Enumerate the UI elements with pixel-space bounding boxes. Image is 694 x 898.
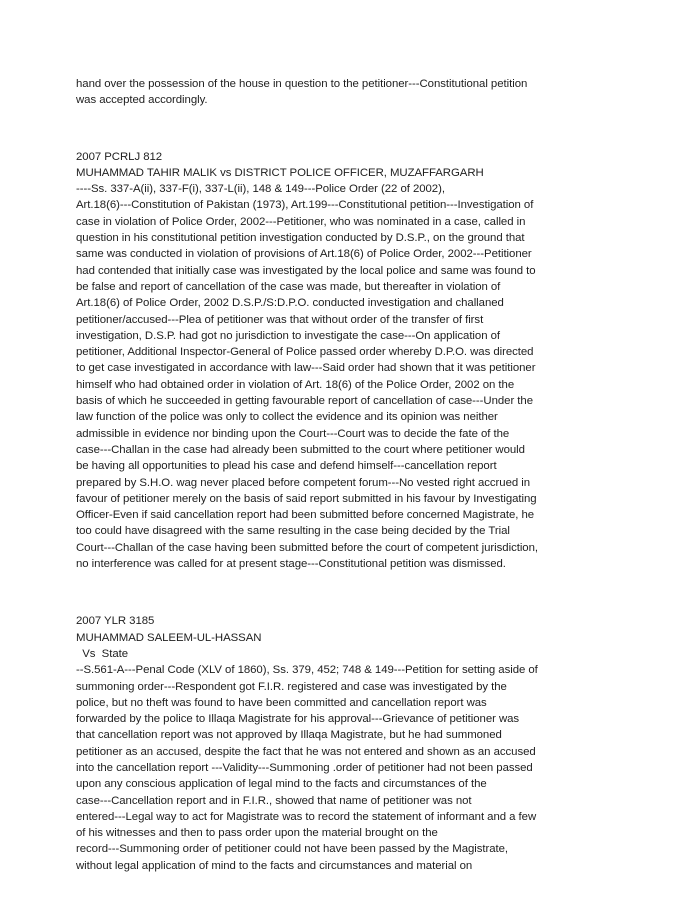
text-line: summoning order---Respondent got F.I.R. registered and case was investigated by the [76,680,507,693]
text-line: --S.561-A---Penal Code (XLV of 1860), Ss. 379, 452; 748 & 149---Petition for setting aside of [76,664,538,677]
text-line: be false and report of cancellation of the case was made, but thereafter in violation of [76,280,501,293]
text-line: Court---Challan of the case having been submitted before the court of competent jurisdiction, [76,541,538,554]
case-entry-pcrlj-812 [76,149,566,573]
text-line: forwarded by the police to Illaqa Magistrate for his approval---Grievance of petitioner was [76,713,520,726]
text-line: to get case investigated in accordance with law---Said order had shown that it was petitioner [76,362,536,375]
text-line: petitioner, Additional Inspector-General of Police passed order whereby D.P.O. was directed [76,346,534,359]
text-line: admissible in evidence nor binding upon the Court---Court was to decide the fate of the [76,427,510,440]
text-line: ----Ss. 337-A(ii), 337-F(i), 337-L(ii), 148 & 149---Police Order (22 of 2002), [76,183,445,196]
case-parties: MUHAMMAD SALEEM-UL-HASSAN [76,631,262,644]
text-line: petitioner/accused---Plea of petitioner was that without order of the transfer of first [76,313,484,326]
case-versus: Vs State [76,647,128,660]
text-line: of his witnesses and then to pass order upon the material brought on the [76,827,438,840]
text-line: too could have disagreed with the same resulting in the case being decided by the Trial [76,525,510,538]
case-citation: 2007 YLR 3185 [76,615,155,628]
case-citation: 2007 PCRLJ 812 [76,150,163,163]
text-line: record---Summoning order of petitioner could not have been passed by the Magistrate, [76,843,509,856]
text-line: had contended that initially case was investigated by the local police and same was found to [76,264,536,277]
case-headnote [76,181,566,572]
text-line: without legal application of mind to the facts and circumstances and material on [76,859,473,872]
text-line: Officer-Even if said cancellation report had been submitted before concerned Magistrate, he [76,509,535,522]
text-line: be having all opportunities to plead his case and defend himself---cancellation report [76,460,497,473]
case-entry-ylr-3185 [76,613,566,874]
text-line: law function of the police was only to collect the evidence and its opinion was neither [76,411,498,424]
text-line: question in his constitutional petition investigation conducted by D.S.P., on the ground that [76,232,525,245]
text-line: hand over the possession of the house in question to the petitioner---Constitutional petition [76,78,528,90]
case-parties: MUHAMMAD TAHIR MALIK vs DISTRICT POLICE OFFICER, MUZAFFARGARH [76,166,484,179]
text-line: upon any conscious application of legal mind to the facts and circumstances of the [76,778,487,791]
text-line: case---Cancellation report and in F.I.R., showed that name of petitioner was not [76,794,472,807]
text-line: case---Challan in the case had already been submitted to the court where petitioner would [76,443,525,456]
text-line: same was conducted in violation of provisions of Art.18(6) of Police Order, 2002---Petitioner [76,248,532,261]
text-line: police, but no theft was found to have been committed and cancellation report was [76,696,487,709]
text-line: petitioner as an accused, despite the fact that he was not entered and shown as an accused [76,745,536,758]
text-line: favour of petitioner merely on the basis of said report submitted in his favour by Investigating [76,492,537,505]
text-line: that cancellation report was not approved by Illaqa Magistrate, but he had summoned [76,729,502,742]
text-line: no interference was called for at present stage---Constitutional petition was dismissed. [76,558,506,571]
text-line: entered---Legal way to act for Magistrate was to record the statement of informant and a few [76,810,537,823]
text-line: case in violation of Police Order, 2002---Petitioner, who was nominated in a case, called in [76,215,526,228]
case-headnote [76,662,566,874]
text-line: into the cancellation report ---Validity---Summoning .order of petitioner had not been passed [76,761,533,774]
text-line: himself who had obtained order in violation of Art. 18(6) of the Police Order, 2002 on the [76,378,515,391]
text-line: investigation, D.S.P. had got no jurisdiction to investigate the case---On application of [76,329,501,342]
text-line: basis of which he succeeded in getting favourable report of cancellation of case---Under the [76,395,533,408]
text-line: prepared by S.H.O. wag never placed before competent forum---No vested right accrued in [76,476,531,489]
text-line: Art.18(6) of Police Order, 2002 D.S.P./S:D.P.O. conducted investigation and challaned [76,297,504,310]
text-line: was accepted accordingly. [76,94,208,107]
document-page [76,76,566,874]
continuation-paragraph [76,76,566,109]
text-line: Art.18(6)---Constitution of Pakistan (1973), Art.199---Constitutional petition---Investigation of [76,199,534,212]
